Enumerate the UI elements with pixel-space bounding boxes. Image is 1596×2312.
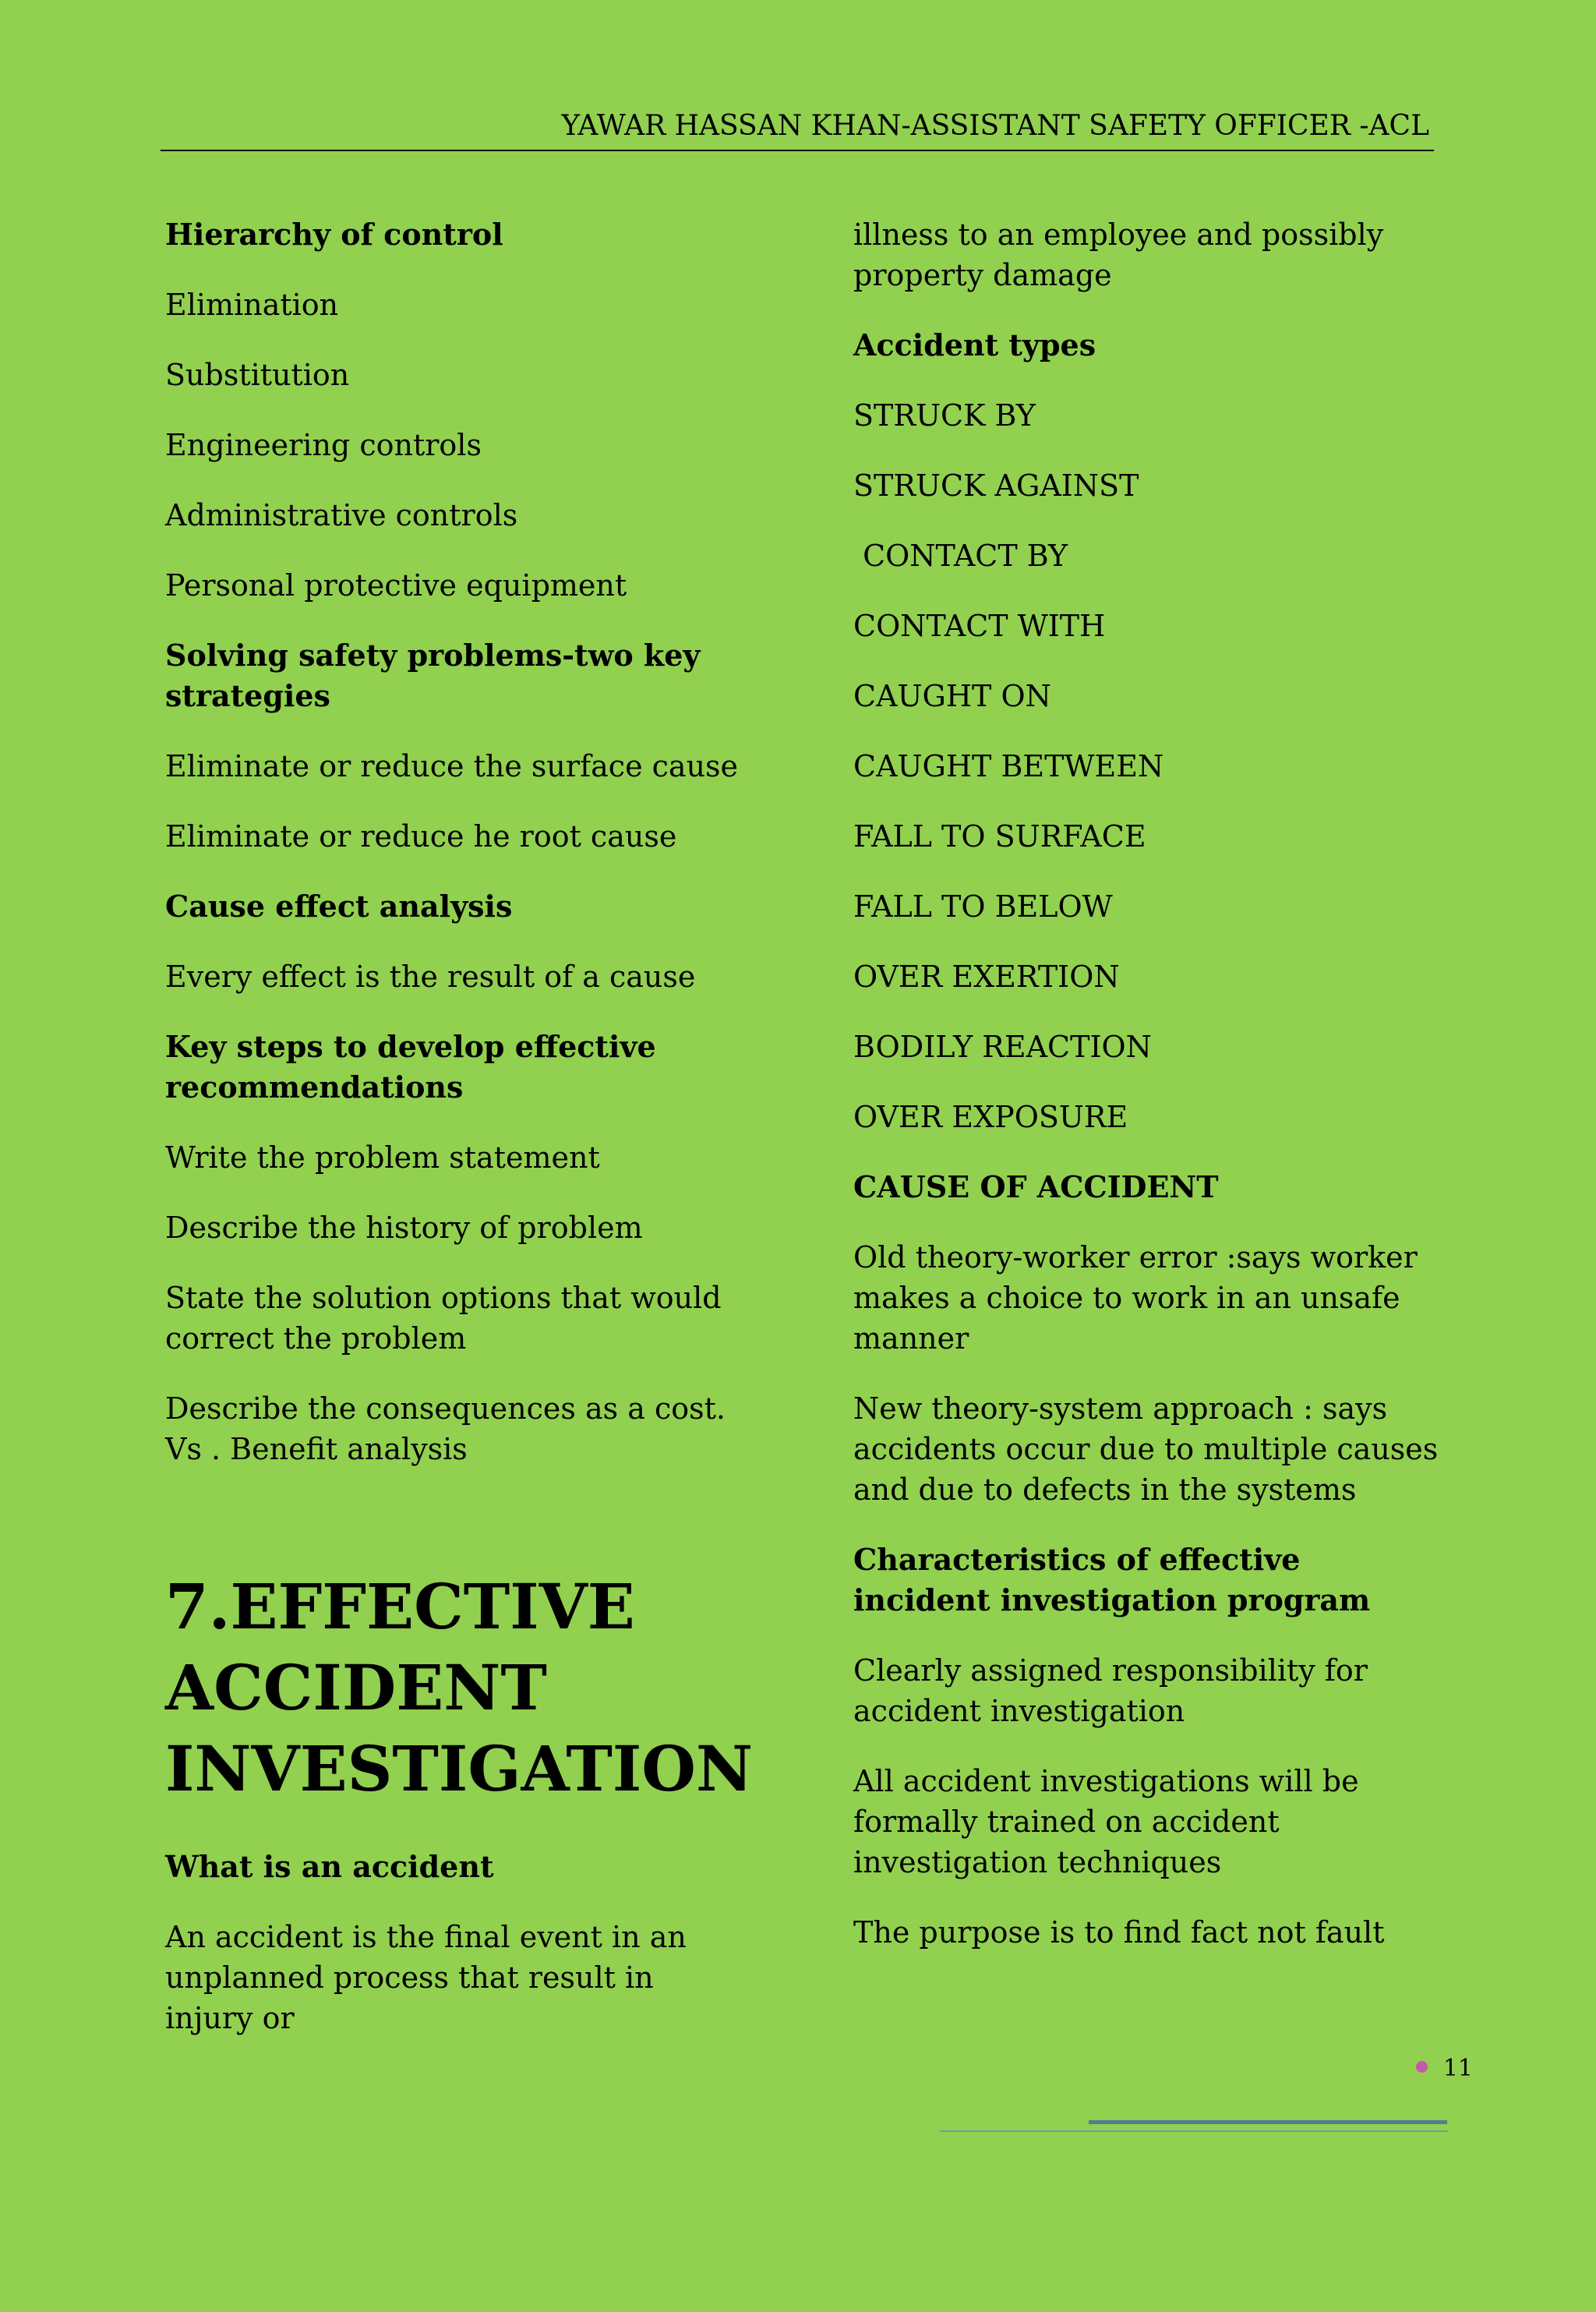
list-item: FALL TO BELOW <box>853 889 1113 924</box>
paragraph-new-theory: New theory-system approach : says accidents occur due to multiple causes and due to defects in the systems <box>853 1391 1439 1507</box>
item-every-effect: Every effect is the result of a cause <box>165 960 696 994</box>
page-number-dot <box>1416 2061 1428 2073</box>
item-administrative-controls: Administrative controls <box>165 498 518 532</box>
left-column <box>165 214 754 2068</box>
list-item: OVER EXPOSURE <box>853 1100 1128 1134</box>
item-problem-statement: Write the problem statement <box>165 1140 600 1175</box>
list-item: CONTACT WITH <box>853 609 1106 643</box>
paragraph-old-theory: Old theory-worker error :says worker makes a choice to work in an unsafe manner <box>853 1240 1418 1356</box>
heading-cause-effect-analysis: Cause effect analysis <box>165 889 513 924</box>
list-item: BODILY REACTION <box>853 1030 1152 1064</box>
item-elimination: Elimination <box>165 288 339 322</box>
footer-rule-upper <box>1089 2120 1447 2124</box>
item-engineering-controls: Engineering controls <box>165 428 482 462</box>
item-substitution: Substitution <box>165 358 350 392</box>
item-solution-options: State the solution options that would correct the problem <box>165 1281 722 1356</box>
item-trained: All accident investigations will be formally trained on accident investigation techniques <box>853 1764 1359 1879</box>
list-item: CAUGHT BETWEEN <box>853 749 1164 783</box>
item-root-cause: Eliminate or reduce he root cause <box>165 819 677 854</box>
list-item: CONTACT BY <box>853 539 1068 573</box>
list-item: OVER EXERTION <box>853 960 1120 994</box>
item-purpose: The purpose is to find fact not fault <box>853 1915 1385 1950</box>
paragraph-accident-definition-cont: illness to an employee and possibly property damage <box>853 217 1384 292</box>
section-title: 7.EFFECTIVE ACCIDENT INVESTIGATION <box>165 1570 754 1805</box>
item-history: Describe the history of problem <box>165 1211 643 1245</box>
right-column <box>853 214 1446 1982</box>
item-responsibility: Clearly assigned responsibility for accident investigation <box>853 1653 1368 1728</box>
page-header <box>161 108 1434 151</box>
heading-accident-types: Accident types <box>853 327 1096 362</box>
heading-solving-safety-problems: Solving safety problems-two key strategies <box>165 638 701 713</box>
header-text: YAWAR HASSAN KHAN-ASSISTANT SAFETY OFFICER -ACL <box>561 110 1429 142</box>
heading-cause-of-accident: CAUSE OF ACCIDENT <box>853 1169 1219 1204</box>
heading-what-is-an-accident: What is an accident <box>165 1849 494 1884</box>
footer-rule-lower <box>940 2130 1448 2132</box>
list-item: STRUCK AGAINST <box>853 468 1139 503</box>
list-item: CAUGHT ON <box>853 679 1051 713</box>
heading-key-steps: Key steps to develop effective recommendations <box>165 1029 656 1105</box>
heading-hierarchy-of-control: Hierarchy of control <box>165 217 503 252</box>
item-consequences: Describe the consequences as a cost. Vs . Benefit analysis <box>165 1391 726 1466</box>
list-item: STRUCK BY <box>853 398 1036 433</box>
list-item: FALL TO SURFACE <box>853 819 1146 854</box>
item-ppe: Personal protective equipment <box>165 568 627 603</box>
paragraph-accident-definition: An accident is the final event in an unplanned process that result in injury or <box>165 1920 687 2035</box>
page-number: 11 <box>1442 2055 1473 2082</box>
heading-characteristics: Characteristics of effective incident investigation program <box>853 1542 1371 1617</box>
item-surface-cause: Eliminate or reduce the surface cause <box>165 749 739 783</box>
